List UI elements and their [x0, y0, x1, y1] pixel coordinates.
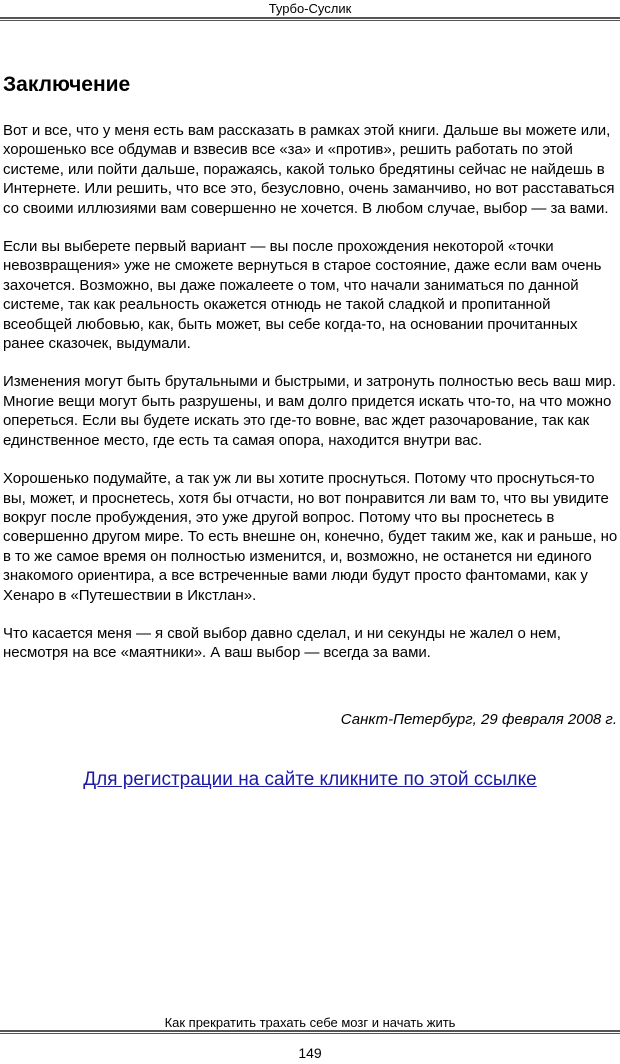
running-footer: Как прекратить трахать себе мозг и начать жить — [164, 1015, 456, 1030]
running-header: Турбо-Суслик — [268, 1, 352, 16]
chapter-title: Заключение — [3, 73, 131, 96]
paragraph: Что касается меня — я свой выбор давно сделал, и ни секунды не жалел о нем, несмотря на все «маятники». А ваш выбор — всегда за вами. — [3, 624, 561, 662]
signature-place-date: Санкт-Петербург, 29 февраля 2008 г. — [340, 711, 617, 728]
chapter-body — [3, 121, 619, 682]
footer-divider — [0, 1030, 620, 1034]
paragraph: Вот и все, что у меня есть вам рассказать в рамках этой книги. Дальше вы можете или, хорошенько все обдумав и взвесив все «за» и «против», решить работать по этой системе, или пойти дальше, поражаясь, какой только бредятины сейчас не найдешь в Интернете. Или решить, что все это, безусловно, очень заманчиво, но вот расставаться со своими иллюзиями вам совершенно не хочется. В любом случае, выбор — за вами. — [3, 122, 615, 217]
registration-link-container — [0, 768, 620, 792]
page-number: 149 — [298, 1045, 322, 1061]
registration-link[interactable]: Для регистрации на сайте кликните по этой ссылке — [83, 769, 537, 790]
paragraph: Хорошенько подумайте, а так уж ли вы хотите проснуться. Потому что проснуться-то вы, может, и проснетесь, хотя бы отчасти, но вот понравится ли вам то, что вы увидите вокруг после пробуждения, это уже другой вопрос. Потому что вы проснетесь в совершенно другом мире. То есть внешне он, конечно, будет таким же, как и раньше, но в то же самое время он полностью изменится, и, возможно, не останется ни единого знакомого ориентира, а все встреченные вами люди будут просто фантомами, как у Хенаро в «Путешествии в Икстлан». — [3, 470, 618, 604]
header-divider — [0, 17, 620, 21]
paragraph: Изменения могут быть брутальными и быстрыми, и затронуть полностью весь ваш мир. Многие вещи могут быть разрушены, и вам долго придется искать что-то, на что можно опереться. Если вы будете искать это где-то вовне, вас ждет разочарование, так как единственное место, где есть та самая опора, находится внутри вас. — [3, 373, 616, 449]
paragraph: Если вы выберете первый вариант — вы после прохождения некоторой «точки невозвращения» уже не сможете вернуться в старое состояние, даже если вам очень захочется. Возможно, вы даже пожалеете о том, что начали заниматься по данной системе, так как реальность окажется отнюдь не такой сладкой и пропитанной всеобщей любовью, как, быть может, вы себе когда-то, на основании прочитанных ранее сказочек, выдумали. — [3, 238, 602, 353]
